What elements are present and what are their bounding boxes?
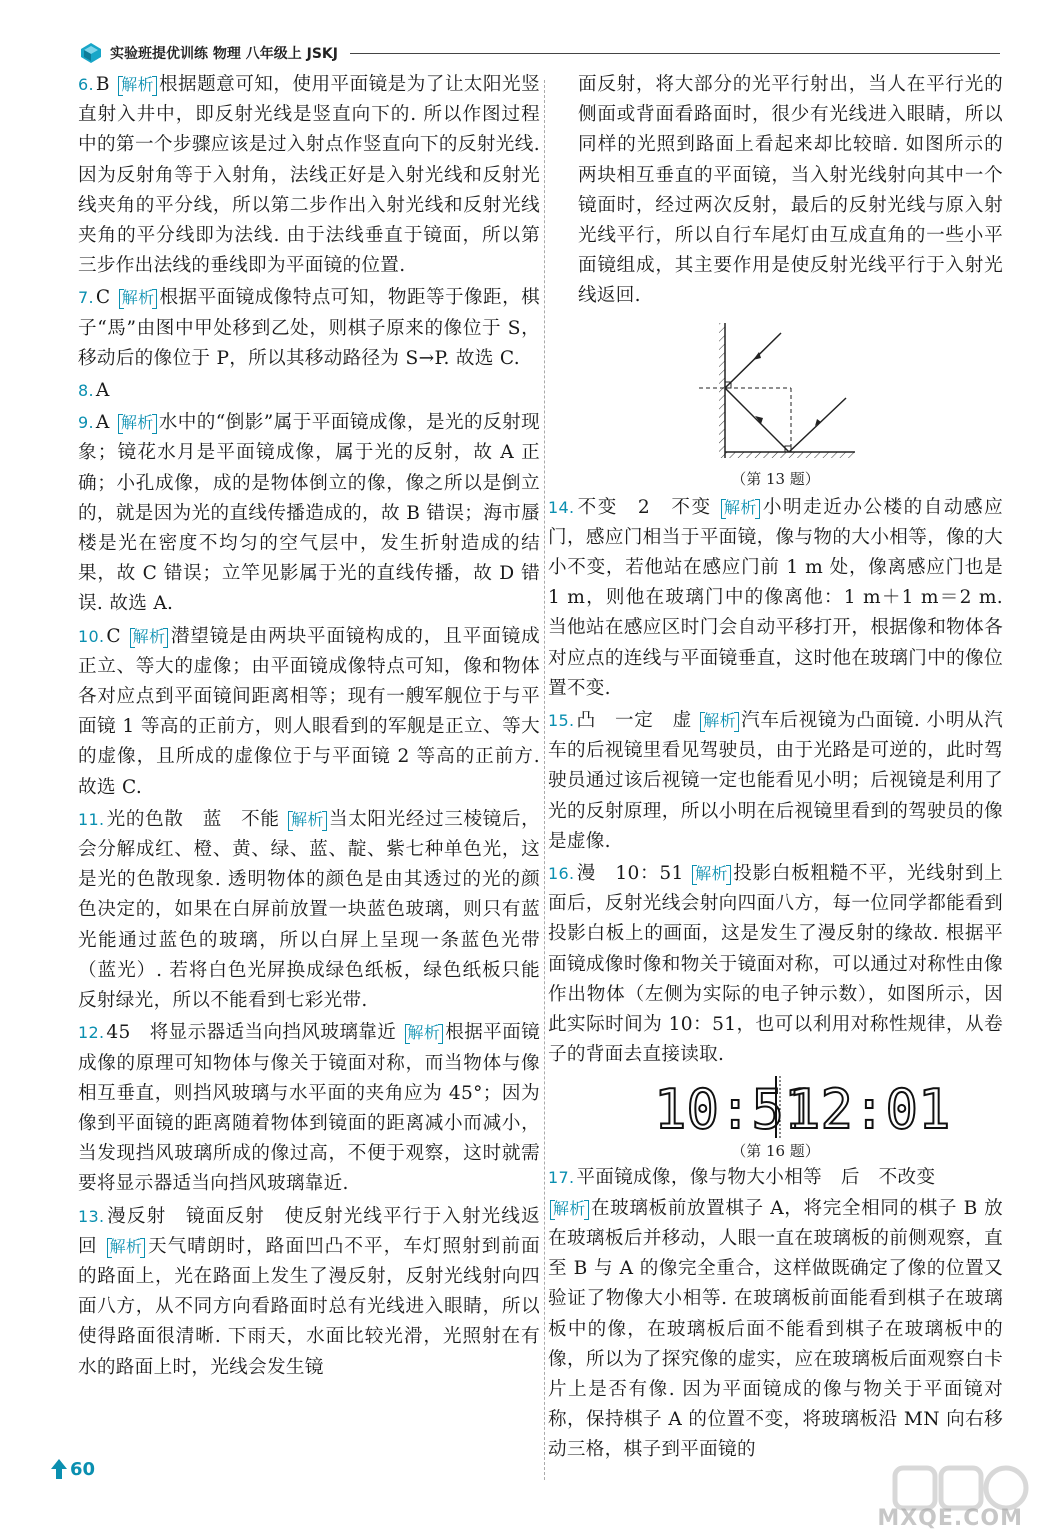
analysis-text: 天气晴朗时，路面凹凸不平，车灯照射到前面的路面上，光在路面上发生了漫反射，反射光线射向四面八方，从不同方向看路面时总有光线进入眼睛，所以使得路面很清晰. 下雨天，水面比较光滑，光照射在有水的路面上时，光线会发生镜 [78, 1235, 540, 1378]
analysis-tag: 解析 [118, 413, 157, 433]
analysis-tag: 解析 [119, 288, 158, 308]
question-number: 8. [78, 381, 94, 401]
question-number: 16. [548, 864, 575, 884]
analysis-tag: 解析 [700, 711, 739, 731]
answer: 平面镜成像，像与物大小相等 后 不改变 [576, 1167, 936, 1189]
question-17 [548, 1163, 1003, 1465]
question-number: 17. [548, 1168, 575, 1188]
answer: C [106, 625, 121, 647]
answer: 光的色散 蓝 不能 [106, 808, 280, 830]
analysis-tag: 解析 [130, 627, 169, 647]
answer: B [95, 74, 110, 95]
book-logo-icon [80, 42, 102, 64]
mirrored-clock-diagram [646, 1074, 951, 1142]
figure-16 [548, 1074, 1003, 1161]
answer: 不变 2 不变 [576, 496, 712, 518]
question-number: 11. [78, 809, 105, 829]
answer: A [95, 380, 110, 402]
analysis-text: 在玻璃板前放置棋子 A，将完全相同的棋子 B 放在玻璃板后并移动，人眼一直在玻璃板的前侧观察，直至 B 与 A 的像完全重合，这样做既确定了像的位置又验证了物像大小相等. 在玻璃板前面能看到棋子在玻璃板中的像，在玻璃板后面不能看到棋子在玻璃板中的像，所以为了探究像的虚实，应在玻璃板后面观察白卡片上是否有像. 因为平面镜成的像与物关于平面镜对称，保持棋子 A 的位置不变，将玻璃板沿 MN 向右移动三格，棋子到平面镜的 [548, 1197, 1003, 1461]
answer: 漫反射 镜面反射 使反射光线平行于入射光线返回 [78, 1205, 540, 1257]
analysis-tag: 解析 [107, 1237, 146, 1257]
analysis-tag: 解析 [692, 864, 731, 884]
analysis-tag: 解析 [118, 75, 157, 95]
analysis-text: 根据平面镜成像特点可知，物距等于像距，棋子“馬”由图中甲处移到乙处，则棋子原来的像位于 S，移动后的像位于 P，所以其移动路径为 S→P. 故选 C. [78, 287, 540, 369]
clock-right-digits: 12:01 [787, 1078, 951, 1142]
analysis-text: 根据平面镜成像的原理可知物体与像关于镜面对称，而当物体与像相互垂直，则挡风玻璃与水平面的夹角应为 45°；因为像到平面镜的距离随着物体到镜面的距离减小而减小，当发现挡风玻璃所成的像过高，不便于观察，这时就需要将显示器适当向挡风玻璃靠近. [78, 1022, 540, 1195]
clock-left-digits: 10:51 [653, 1078, 817, 1142]
question-11 [78, 805, 540, 1016]
page-number-text: 60 [70, 1458, 96, 1480]
figure-13 [548, 318, 1003, 489]
question-7 [78, 283, 540, 374]
header-rule [350, 53, 1000, 54]
page-number [50, 1458, 95, 1480]
analysis-text: 投影白板粗糙不平，光线射到上面后，反射光线会射向四面八方，每一位同学都能看到投影白板上的画面，这是发生了漫反射的缘故. 根据平面镜成像时像和物关于镜面对称，可以通过对称性由像作出物体（左侧为实际的电子钟示数），如图所示，因此实际时间为 10：51，也可以利用对称性规律，从卷子的背面去直接读取. [548, 863, 1004, 1066]
analysis-tag: 解析 [550, 1199, 589, 1219]
question-number: 6. [78, 75, 94, 94]
question-number: 14. [548, 497, 575, 517]
right-column [548, 70, 1003, 1468]
figure-16-caption: （第 16 题） [731, 1142, 820, 1161]
watermark-text: MXQE.COM [877, 1506, 1023, 1531]
answer: 45 将显示器适当向挡风玻璃靠近 [106, 1022, 397, 1044]
answer: 凸 一定 虚 [576, 710, 692, 732]
question-6 [78, 70, 540, 281]
question-14 [548, 493, 1003, 704]
question-number: 9. [78, 413, 94, 433]
analysis-text: 当太阳光经过三棱镜后，会分解成红、橙、黄、绿、蓝、靛、紫七种单色光，这是光的色散现象. 透明物体的颜色是由其透过的光的颜色决定的，如果在白屏前放置一块蓝色玻璃，则只有蓝光能通过蓝色的玻璃，所以白屏上呈现一条蓝色光带（蓝光）. 若将白色光屏换成绿色纸板，绿色纸板只能反射绿光，所以不能看到七彩光带. [78, 808, 540, 1012]
question-12 [78, 1018, 540, 1199]
question-13 [78, 1202, 540, 1383]
question-number: 7. [78, 288, 94, 308]
left-column [78, 70, 540, 1385]
up-arrow-icon [50, 1458, 68, 1480]
question-number: 15. [548, 711, 575, 731]
question-13-continuation: 面反射，将大部分的光平行射出，当人在平行光的侧面或背面看路面时，很少有光线进入眼睛，所以同样的光照到路面上看起来却比较暗. 如图所示的两块相互垂直的平面镜，当入射光线射向其中一个镜面时，经过两次反射，最后的反射光线与原入射光线平行，所以自行车尾灯由互成直角的一些小平面镜组成，其主要作用是使反射光线平行于入射光线返回. [578, 74, 1003, 307]
analysis-tag: 解析 [405, 1023, 444, 1043]
question-number: 12. [78, 1023, 105, 1043]
question-10 [78, 622, 540, 803]
figure-13-caption: （第 13 题） [731, 469, 820, 488]
question-number: 10. [78, 626, 105, 646]
question-16 [548, 859, 1003, 1070]
answer: C [95, 287, 111, 309]
analysis-text: 水中的“倒影”属于平面镜成像，是光的反射现象；镜花水月是平面镜成像，属于光的反射，故 A 正确；小孔成像，成的是物体倒立的像，像之所以是倒立的，就是因为光的直线传播造成的，故 B 错误；海市蜃楼是光在密度不均匀的空气层中，发生折射造成的结果，故 C 错误；立竿见影属于光的直线传播，故 D 错误. 故选 A. [78, 412, 541, 615]
question-8 [78, 376, 540, 406]
header-title: 实验班提优训练 物理 八年级上 JSKJ [110, 46, 338, 62]
answer: A [95, 412, 110, 434]
analysis-tag: 解析 [721, 498, 760, 518]
analysis-text: 汽车后视镜为凸面镜. 小明从汽车的后视镜里看见驾驶员，由于光路是可逆的，此时驾驶员通过该后视镜一定也能看见小明；后视镜是利用了光的反射原理，所以小明在后视镜里看到的驾驶员的像是虚像. [548, 710, 1003, 852]
analysis-tag: 解析 [288, 810, 327, 830]
analysis-text: 潜望镜是由两块平面镜构成的，且平面镜成正立、等大的虚像；由平面镜成像特点可知，像和物体各对应点到平面镜间距离相等；现有一艘军舰位于与平面镜 1 等高的正前方，则人眼看到的军舰是正立、等大的虚像，且所成的虚像位于与平面镜 2 等高的正前方. 故选 C. [78, 625, 540, 798]
question-15 [548, 706, 1003, 857]
analysis-text: 根据题意可知，使用平面镜是为了让太阳光竖直射入井中，即反射光线是竖直向下的. 所以作图过程中的第一个步骤应该是过入射点作竖直向下的反射光线. 因为反射角等于入射角，法线正好是入射光线和反射光线夹角的平分线，所以第二步作出入射光线和反射光线夹角的平分线即为法线. 由于法线垂直于镜面，所以第三步作出法线的垂线即为平面镜的位置. [78, 74, 540, 277]
column-divider [544, 80, 545, 1480]
answer: 漫 10：51 [576, 863, 684, 885]
question-number: 13. [78, 1206, 105, 1226]
corner-reflector-diagram [691, 318, 861, 468]
question-9 [78, 408, 540, 619]
page-header [80, 38, 1000, 68]
analysis-text: 小明走近办公楼的自动感应门，感应门相当于平面镜，像与物的大小相等，像的大小不变，若他站在感应门前 1 m 处，像离感应门也是 1 m，则他在玻璃门中的像离他：1 m＋1 m＝2 m. 当他站在感应区时门会自动平移打开，根据像和物体各对应点的连线与平面镜垂直，这时他在玻璃门中的像位置不变. [548, 496, 1003, 699]
